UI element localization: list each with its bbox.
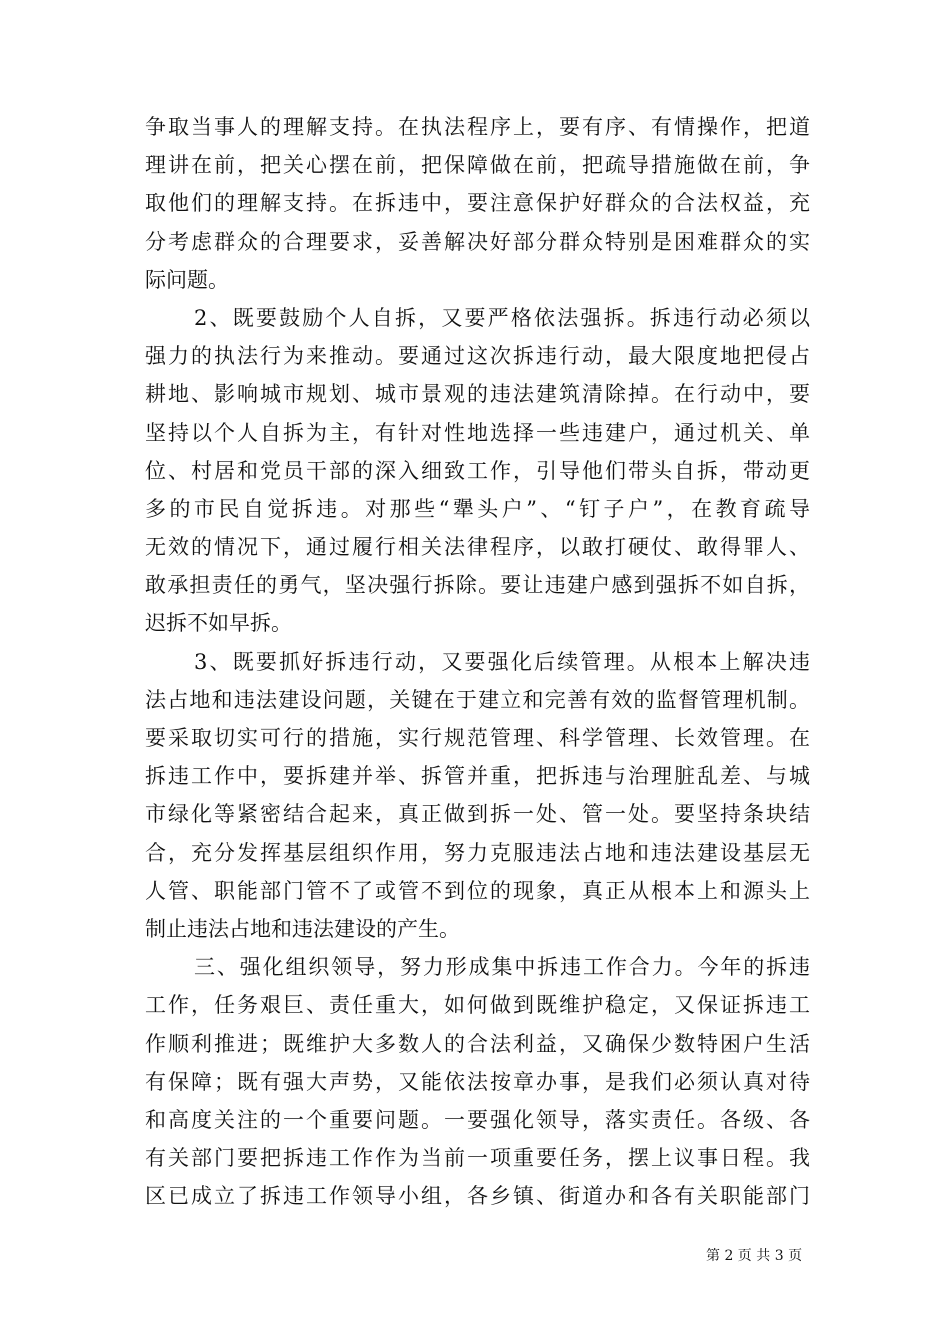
text-line: 作顺利推进；既维护大多数人的合法利益，又确保少数特困户生活 [145,1031,810,1056]
text-line: 际问题。 [145,267,229,292]
text-line: 迟拆不如早拆。 [145,611,292,636]
text-line: 位、村居和党员干部的深入细致工作，引导他们带头自拆，带动更 [145,458,810,483]
text-line: 争取当事人的理解支持。在执法程序上，要有序、有情操作，把道 [145,115,810,139]
text-line: 法占地和违法建设问题，关键在于建立和完善有效的监督管理机制。 [145,687,810,712]
paragraph-start-line: 2、既要鼓励个人自拆，又要严格依法强拆。拆违行动必须以 [194,305,810,330]
text-line: 制止违法占地和违法建设的产生。 [145,916,460,941]
text-line: 坚持以个人自拆为主，有针对性地选择一些违建户，通过机关、单 [145,420,810,445]
text-line: 和高度关注的一个重要问题。一要强化领导，落实责任。各级、各 [145,1107,810,1132]
text-line: 拆违工作中，要拆建并举、拆管并重，把拆违与治理脏乱差、与城 [145,764,810,789]
text-line: 理讲在前，把关心摆在前，把保障做在前，把疏导措施做在前，争 [145,153,810,178]
text-line: 敢承担责任的勇气，坚决强行拆除。要让违建户感到强拆不如自拆， [145,573,810,598]
text-line: 耕地、影响城市规划、城市景观的违法建筑清除掉。在行动中，要 [145,382,810,407]
text-line: 多的市民自觉拆违。对那些“犟头户”、“钉子户”，在教育疏导 [145,496,810,521]
text-line: 取他们的理解支持。在拆违中，要注意保护好群众的合法权益，充 [145,191,810,216]
text-line: 工作，任务艰巨、责任重大，如何做到既维护稳定，又保证拆违工 [145,993,810,1018]
text-line: 市绿化等紧密结合起来，真正做到拆一处、管一处。要坚持条块结 [145,802,810,827]
text-line: 无效的情况下，通过履行相关法律程序，以敢打硬仗、敢得罪人、 [145,535,810,560]
paragraph-start-line: 3、既要抓好拆违行动，又要强化后续管理。从根本上解决违 [194,649,810,674]
text-line: 合，充分发挥基层组织作用，努力克服违法占地和违法建设基层无 [145,840,810,865]
page-indicator: 第 2 页 共 3 页 [706,1248,803,1264]
text-line: 有关部门要把拆违工作作为当前一项重要任务，摆上议事日程。我 [145,1146,810,1171]
paragraph-start-line: 三、强化组织领导，努力形成集中拆违工作合力。今年的拆违 [194,955,810,980]
text-line: 要采取切实可行的措施，实行规范管理、科学管理、长效管理。在 [145,726,810,750]
document-body [145,108,810,1215]
text-line: 分考虑群众的合理要求，妥善解决好部分群众特别是困难群众的实 [145,229,810,254]
text-line: 有保障；既有强大声势，又能依法按章办事，是我们必须认真对待 [145,1069,810,1094]
text-line: 区已成立了拆违工作领导小组，各乡镇、街道办和各有关职能部门 [145,1184,810,1209]
text-line: 人管、职能部门管不了或管不到位的现象，真正从根本上和源头上 [145,878,810,903]
text-line: 强力的执法行为来推动。要通过这次拆违行动，最大限度地把侵占 [145,344,810,369]
